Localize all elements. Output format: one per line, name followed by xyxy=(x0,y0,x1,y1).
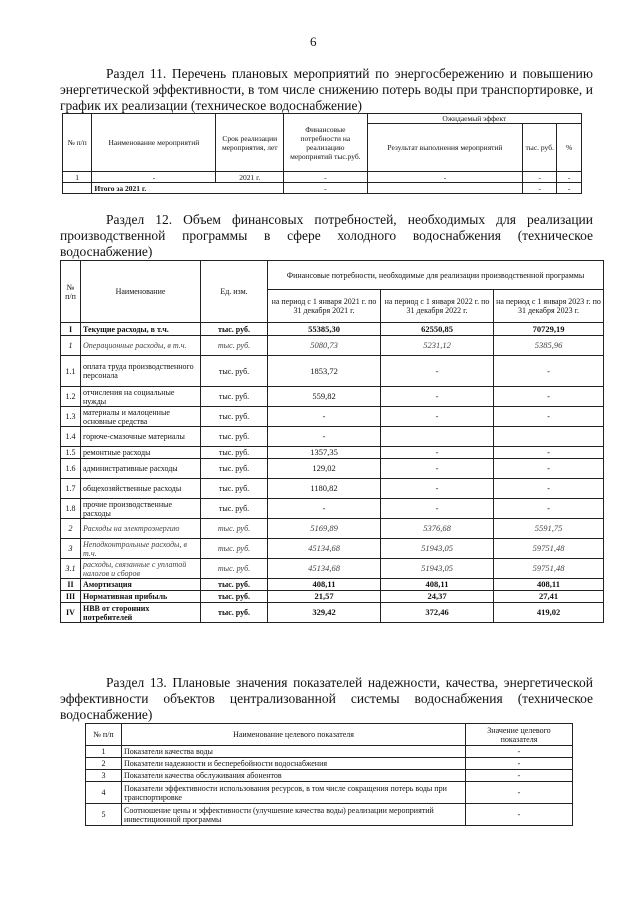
cell-v2: 51943,05 xyxy=(381,559,494,579)
table-row xyxy=(61,603,604,623)
cell-name: административные расходы xyxy=(81,459,201,479)
cell-v2: - xyxy=(381,499,494,519)
header-name: Наименование целевого показателя xyxy=(122,724,466,746)
cell-name: Соотношение цены и эффективности (улучшение качества воды) реализации мероприятий инвестиционной программы xyxy=(122,804,466,826)
cell-v3 xyxy=(494,427,604,447)
table-row xyxy=(61,407,604,427)
cell-name: Показатели качества обслуживания абонентов xyxy=(122,770,466,782)
header-fin: Финансовые потребности на реализацию мероприятий тыс.руб. xyxy=(284,114,367,172)
cell-v3: - xyxy=(494,499,604,519)
table-row xyxy=(61,479,604,499)
table-row xyxy=(61,336,604,356)
header-thous: тыс. руб. xyxy=(523,124,557,172)
cell-v1: - xyxy=(268,427,381,447)
section-11-table xyxy=(62,113,582,194)
table-row xyxy=(61,387,604,407)
header-value: Значение целевого показателя xyxy=(466,724,573,746)
cell-v2: - xyxy=(381,407,494,427)
cell-unit: тыс. руб. xyxy=(201,323,268,336)
table-row xyxy=(61,427,604,447)
cell-num: 1.5 xyxy=(61,447,81,459)
cell-num: II xyxy=(61,579,81,591)
cell-v2: - xyxy=(381,459,494,479)
table-row xyxy=(61,579,604,591)
cell-v3: - xyxy=(494,447,604,459)
cell-v2: 5231,12 xyxy=(381,336,494,356)
cell-v3: 5591,75 xyxy=(494,519,604,539)
cell-num: 1.2 xyxy=(61,387,81,407)
cell-unit: тыс. руб. xyxy=(201,479,268,499)
header-num: № п/п xyxy=(61,261,81,323)
cell-v2: 5376,68 xyxy=(381,519,494,539)
cell-v3: - xyxy=(494,459,604,479)
cell-v3: 59751,48 xyxy=(494,559,604,579)
cell-v3: - xyxy=(494,407,604,427)
cell-value: - xyxy=(466,770,573,782)
cell-unit: тыс. руб. xyxy=(201,559,268,579)
cell-v2 xyxy=(381,427,494,447)
table-row xyxy=(61,459,604,479)
cell-v1: 329,42 xyxy=(268,603,381,623)
cell-v1: 21,57 xyxy=(268,591,381,603)
cell-name: ремонтные расходы xyxy=(81,447,201,459)
cell-v1: 129,02 xyxy=(268,459,381,479)
cell-num: 1.6 xyxy=(61,459,81,479)
header-period-3: на период с 1 января 2023 г. по 31 декабря 2023 г. xyxy=(494,290,604,323)
cell-unit: тыс. руб. xyxy=(201,519,268,539)
cell-name: Нормативная прибыль xyxy=(81,591,201,603)
cell-v3: 27,41 xyxy=(494,591,604,603)
cell-v3: 5385,96 xyxy=(494,336,604,356)
cell-num: 4 xyxy=(86,782,122,804)
cell-name: горюче-смазочные материалы xyxy=(81,427,201,447)
total-row: Итого за 2021 г. - - - xyxy=(63,183,582,194)
cell-value: - xyxy=(466,782,573,804)
cell-num: 1.4 xyxy=(61,427,81,447)
cell-v1: - xyxy=(268,499,381,519)
cell-num: 3 xyxy=(61,539,81,559)
header-result: Результат выполнения мероприятий xyxy=(367,124,523,172)
cell-value: - xyxy=(466,758,573,770)
section-13-table xyxy=(85,723,573,826)
section-12-table xyxy=(60,260,604,623)
cell-name: отчисления на социальные нужды xyxy=(81,387,201,407)
header-num: № п/п xyxy=(86,724,122,746)
table-row xyxy=(61,356,604,387)
table-row xyxy=(86,758,573,770)
cell-num: 2 xyxy=(61,519,81,539)
cell-unit: тыс. руб. xyxy=(201,539,268,559)
cell-v3: 419,02 xyxy=(494,603,604,623)
cell-unit: тыс. руб. xyxy=(201,499,268,519)
table-row xyxy=(61,539,604,559)
cell-v2: 51943,05 xyxy=(381,539,494,559)
table-row xyxy=(86,770,573,782)
cell-v2: - xyxy=(381,387,494,407)
cell-name: Амортизация xyxy=(81,579,201,591)
cell-num: I xyxy=(61,323,81,336)
cell-num: 1.8 xyxy=(61,499,81,519)
cell-unit: тыс. руб. xyxy=(201,336,268,356)
cell-v1: 45134,68 xyxy=(268,559,381,579)
cell-name: общехозяйственные расходы xyxy=(81,479,201,499)
cell-v1: 1357,35 xyxy=(268,447,381,459)
page-number: 6 xyxy=(310,34,317,49)
header-unit: Ед. изм. xyxy=(201,261,268,323)
cell-v2: - xyxy=(381,447,494,459)
cell-unit: тыс. руб. xyxy=(201,591,268,603)
cell-name: Текущие расходы, в т.ч. xyxy=(81,323,201,336)
cell-name: Показатели надежности и бесперебойности водоснабжения xyxy=(122,758,466,770)
cell-name: Операционные расходы, в т.ч. xyxy=(81,336,201,356)
cell-value: - xyxy=(466,746,573,758)
cell-num: III xyxy=(61,591,81,603)
cell-num: 1.3 xyxy=(61,407,81,427)
cell-name: материалы и малоценные основные средства xyxy=(81,407,201,427)
cell-v1: 1853,72 xyxy=(268,356,381,387)
cell-value: - xyxy=(466,804,573,826)
cell-v2: 24,37 xyxy=(381,591,494,603)
cell-v3: 59751,48 xyxy=(494,539,604,559)
cell-name: Расходы на электроэнергию xyxy=(81,519,201,539)
cell-name: расходы, связанные с уплатой налогов и сборов xyxy=(81,559,201,579)
cell-v1: 55385,30 xyxy=(268,323,381,336)
cell-unit: тыс. руб. xyxy=(201,427,268,447)
cell-v1: 559,82 xyxy=(268,387,381,407)
cell-v3: 70729,19 xyxy=(494,323,604,336)
cell-v3: 408,11 xyxy=(494,579,604,591)
cell-v1: 408,11 xyxy=(268,579,381,591)
cell-num: 1 xyxy=(61,336,81,356)
table-row xyxy=(61,559,604,579)
header-num: № п/п xyxy=(63,114,92,172)
cell-unit: тыс. руб. xyxy=(201,356,268,387)
cell-v1: 45134,68 xyxy=(268,539,381,559)
cell-num: 1.7 xyxy=(61,479,81,499)
cell-num: 3 xyxy=(86,770,122,782)
table-row xyxy=(61,447,604,459)
cell-name: Показатели эффективности использования ресурсов, в том числе сокращения потерь воды при транспортировке xyxy=(122,782,466,804)
cell-v1: 5169,89 xyxy=(268,519,381,539)
cell-unit: тыс. руб. xyxy=(201,387,268,407)
table-row xyxy=(61,499,604,519)
cell-name: прочие производственные расходы xyxy=(81,499,201,519)
table-row xyxy=(86,782,573,804)
cell-v1: 5080,73 xyxy=(268,336,381,356)
cell-name: оплата труда производственного персонала xyxy=(81,356,201,387)
cell-v3: - xyxy=(494,387,604,407)
header-name: Наименование мероприятий xyxy=(92,114,216,172)
section-12-title: Раздел 12. Объем финансовых потребностей, необходимых для реализации производственной программы в сфере холодного водоснабжения (техническое водоснабжение) xyxy=(60,212,593,259)
cell-num: 1.1 xyxy=(61,356,81,387)
table-row xyxy=(61,591,604,603)
cell-num: 5 xyxy=(86,804,122,826)
header-pct: % xyxy=(557,124,582,172)
cell-num: 2 xyxy=(86,758,122,770)
cell-v2: 62550,85 xyxy=(381,323,494,336)
cell-name: НВВ от сторонних потребителей xyxy=(81,603,201,623)
cell-v2: 408,11 xyxy=(381,579,494,591)
cell-v2: - xyxy=(381,479,494,499)
cell-unit: тыс. руб. xyxy=(201,407,268,427)
cell-v2: - xyxy=(381,356,494,387)
cell-num: 1 xyxy=(86,746,122,758)
section-11-title: Раздел 11. Перечень плановых мероприятий по энергосбережению и повышению энергетической эффективности, в том числе снижению потерь воды при транспортировке, и график их реализации (техническое водоснабжение) xyxy=(60,66,593,113)
cell-v3: - xyxy=(494,356,604,387)
cell-unit: тыс. руб. xyxy=(201,447,268,459)
header-name: Наименование xyxy=(81,261,201,323)
table-row xyxy=(86,804,573,826)
cell-v3: - xyxy=(494,479,604,499)
cell-num: 3.1 xyxy=(61,559,81,579)
cell-unit: тыс. руб. xyxy=(201,603,268,623)
cell-num: IV xyxy=(61,603,81,623)
cell-name: Показатели качества воды xyxy=(122,746,466,758)
table-row: 1 - 2021 г. - - - - xyxy=(63,172,582,183)
cell-v1: 1180,82 xyxy=(268,479,381,499)
cell-unit: тыс. руб. xyxy=(201,459,268,479)
header-fin: Финансовые потребности, необходимые для реализации производственной программы xyxy=(268,261,604,290)
cell-name: Неподконтрольные расходы, в т.ч. xyxy=(81,539,201,559)
cell-v2: 372,46 xyxy=(381,603,494,623)
header-period-1: на период с 1 января 2021 г. по 31 декабря 2021 г. xyxy=(268,290,381,323)
cell-unit: тыс. руб. xyxy=(201,579,268,591)
section-13-title: Раздел 13. Плановые значения показателей надежности, качества, энергетической эффективности объектов централизованной системы водоснабжения (техническое водоснабжение) xyxy=(60,675,593,722)
header-term: Срок реализации мероприятия, лет xyxy=(216,114,284,172)
table-row xyxy=(61,519,604,539)
header-effect: Ожидаемый эффект xyxy=(367,114,581,124)
table-row xyxy=(86,746,573,758)
cell-v1: - xyxy=(268,407,381,427)
table-row xyxy=(61,323,604,336)
header-period-2: на период с 1 января 2022 г. по 31 декабря 2022 г. xyxy=(381,290,494,323)
